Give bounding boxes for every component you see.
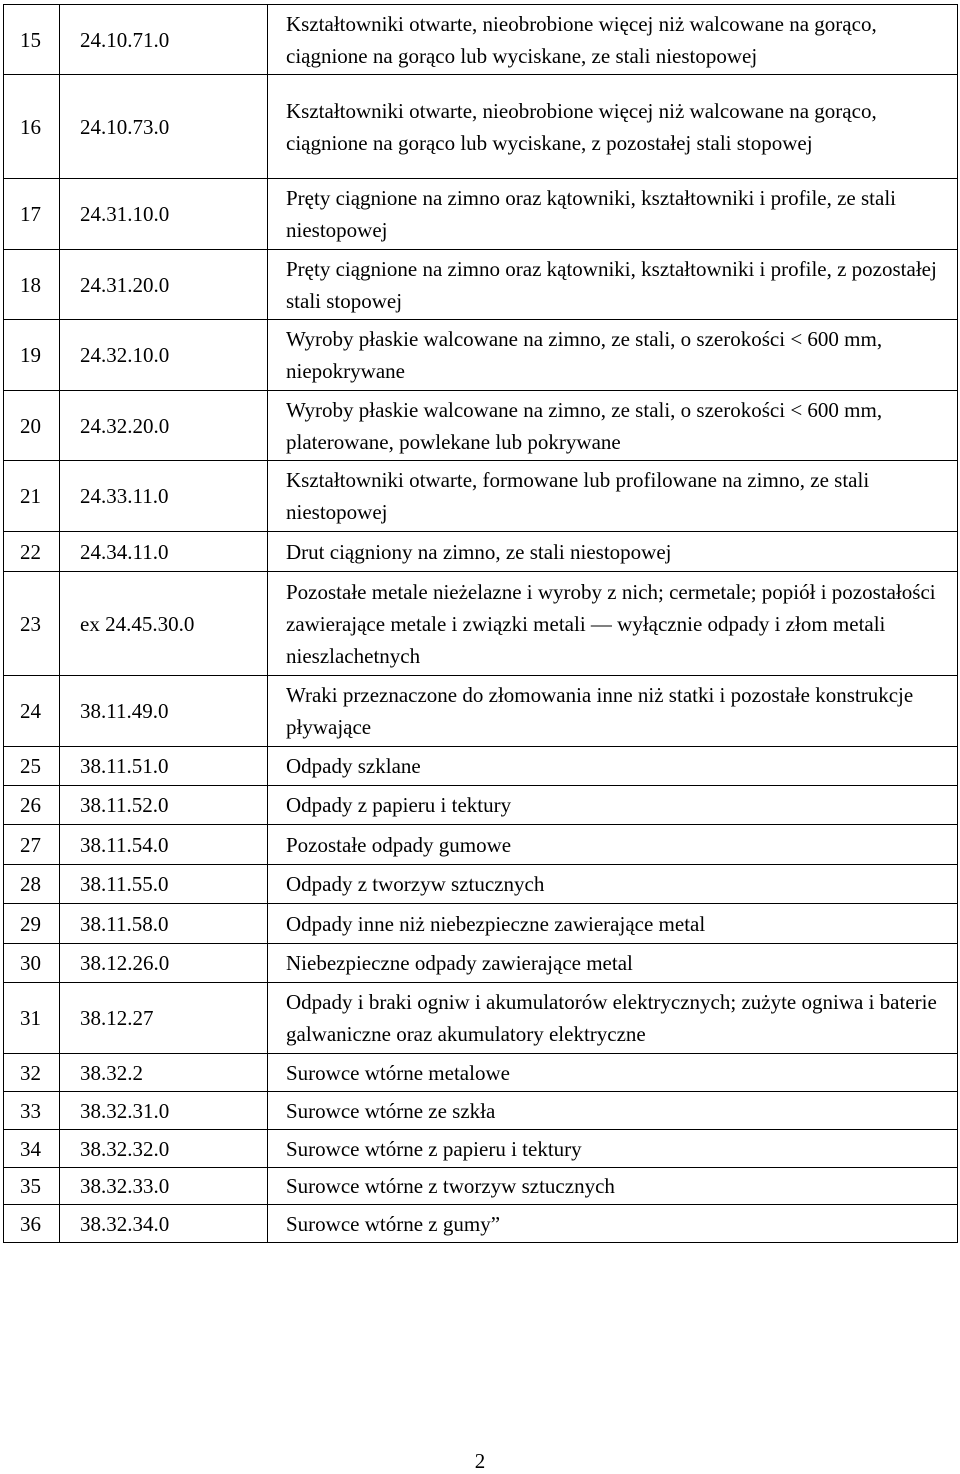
table-row (4, 75, 958, 179)
item-description: Surowce wtórne metalowe (268, 1054, 958, 1092)
item-description: Niebezpieczne odpady zawierające metal (268, 944, 958, 983)
pkwiu-code: 38.11.58.0 (60, 904, 268, 944)
item-description: Drut ciągniony na zimno, ze stali niestopowej (268, 532, 958, 572)
table-row (4, 250, 958, 320)
pkwiu-code: 38.12.26.0 (60, 944, 268, 983)
item-description: Wyroby płaskie walcowane na zimno, ze stali, o szerokości < 600 mm, niepokrywane (268, 320, 958, 391)
pkwiu-code: 24.31.10.0 (60, 179, 268, 250)
pkwiu-code: 24.10.73.0 (60, 75, 268, 179)
row-number: 35 (4, 1168, 60, 1205)
row-number: 33 (4, 1092, 60, 1130)
waste-codes-table (3, 4, 958, 1243)
pkwiu-code: 38.12.27 (60, 983, 268, 1054)
pkwiu-code: 24.10.71.0 (60, 5, 268, 75)
pkwiu-code: 38.11.52.0 (60, 786, 268, 825)
item-description: Kształtowniki otwarte, nieobrobione więcej niż walcowane na gorąco, ciągnione na gorąco lub wyciskane, z pozostałej stali stopowej (268, 75, 958, 179)
item-description: Surowce wtórne z gumy” (268, 1205, 958, 1243)
table-body (4, 5, 958, 1243)
table-row (4, 572, 958, 676)
pkwiu-code: 24.32.20.0 (60, 391, 268, 461)
row-number: 23 (4, 572, 60, 676)
row-number: 26 (4, 786, 60, 825)
item-description: Odpady z papieru i tektury (268, 786, 958, 825)
table-row (4, 1205, 958, 1243)
row-number: 17 (4, 179, 60, 250)
pkwiu-code: 38.32.2 (60, 1054, 268, 1092)
row-number: 31 (4, 983, 60, 1054)
item-description: Surowce wtórne ze szkła (268, 1092, 958, 1130)
item-description: Kształtowniki otwarte, nieobrobione więcej niż walcowane na gorąco, ciągnione na gorąco lub wyciskane, ze stali niestopowej (268, 5, 958, 75)
pkwiu-code: 38.32.34.0 (60, 1205, 268, 1243)
item-description: Pręty ciągnione na zimno oraz kątowniki, kształtowniki i profile, z pozostałej stali stopowej (268, 250, 958, 320)
item-description: Pozostałe metale nieżelazne i wyroby z nich; cermetale; popiół i pozostałości zawierające metale i związki metali — wyłącznie odpady i złom metali nieszlachetnych (268, 572, 958, 676)
pkwiu-code: 38.11.54.0 (60, 825, 268, 865)
row-number: 24 (4, 676, 60, 747)
row-number: 21 (4, 461, 60, 532)
pkwiu-code: 24.34.11.0 (60, 532, 268, 572)
row-number: 36 (4, 1205, 60, 1243)
row-number: 27 (4, 825, 60, 865)
table-row (4, 461, 958, 532)
table-row (4, 1092, 958, 1130)
item-description: Odpady z tworzyw sztucznych (268, 865, 958, 904)
table-row (4, 944, 958, 983)
table-row (4, 904, 958, 944)
row-number: 32 (4, 1054, 60, 1092)
item-description: Pozostałe odpady gumowe (268, 825, 958, 865)
item-description: Wraki przeznaczone do złomowania inne niż statki i pozostałe konstrukcje pływające (268, 676, 958, 747)
item-description: Odpady i braki ogniw i akumulatorów elektrycznych; zużyte ogniwa i baterie galwaniczne oraz akumulatory elektryczne (268, 983, 958, 1054)
table-row (4, 786, 958, 825)
pkwiu-code: 38.32.31.0 (60, 1092, 268, 1130)
item-description: Surowce wtórne z tworzyw sztucznych (268, 1168, 958, 1205)
table-row (4, 391, 958, 461)
row-number: 22 (4, 532, 60, 572)
table-row (4, 1130, 958, 1168)
pkwiu-code: 38.11.49.0 (60, 676, 268, 747)
table-row (4, 747, 958, 786)
table-row (4, 1168, 958, 1205)
pkwiu-code: 38.32.33.0 (60, 1168, 268, 1205)
table-row (4, 5, 958, 75)
row-number: 30 (4, 944, 60, 983)
table-row (4, 983, 958, 1054)
item-description: Pręty ciągnione na zimno oraz kątowniki, kształtowniki i profile, ze stali niestopowej (268, 179, 958, 250)
pkwiu-code: ex 24.45.30.0 (60, 572, 268, 676)
table-row (4, 1054, 958, 1092)
row-number: 19 (4, 320, 60, 391)
pkwiu-code: 38.32.32.0 (60, 1130, 268, 1168)
row-number: 25 (4, 747, 60, 786)
table-row (4, 179, 958, 250)
row-number: 16 (4, 75, 60, 179)
row-number: 34 (4, 1130, 60, 1168)
row-number: 18 (4, 250, 60, 320)
table-row (4, 676, 958, 747)
item-description: Surowce wtórne z papieru i tektury (268, 1130, 958, 1168)
item-description: Wyroby płaskie walcowane na zimno, ze stali, o szerokości < 600 mm, platerowane, powlekane lub pokrywane (268, 391, 958, 461)
pkwiu-code: 24.32.10.0 (60, 320, 268, 391)
table-row (4, 320, 958, 391)
pkwiu-code: 24.33.11.0 (60, 461, 268, 532)
row-number: 28 (4, 865, 60, 904)
table-row (4, 865, 958, 904)
table-row (4, 532, 958, 572)
item-description: Odpady inne niż niebezpieczne zawierające metal (268, 904, 958, 944)
page-number: 2 (474, 1449, 486, 1473)
pkwiu-code: 24.31.20.0 (60, 250, 268, 320)
pkwiu-code: 38.11.51.0 (60, 747, 268, 786)
pkwiu-code: 38.11.55.0 (60, 865, 268, 904)
row-number: 15 (4, 5, 60, 75)
row-number: 29 (4, 904, 60, 944)
item-description: Kształtowniki otwarte, formowane lub profilowane na zimno, ze stali niestopowej (268, 461, 958, 532)
table-row (4, 825, 958, 865)
item-description: Odpady szklane (268, 747, 958, 786)
row-number: 20 (4, 391, 60, 461)
